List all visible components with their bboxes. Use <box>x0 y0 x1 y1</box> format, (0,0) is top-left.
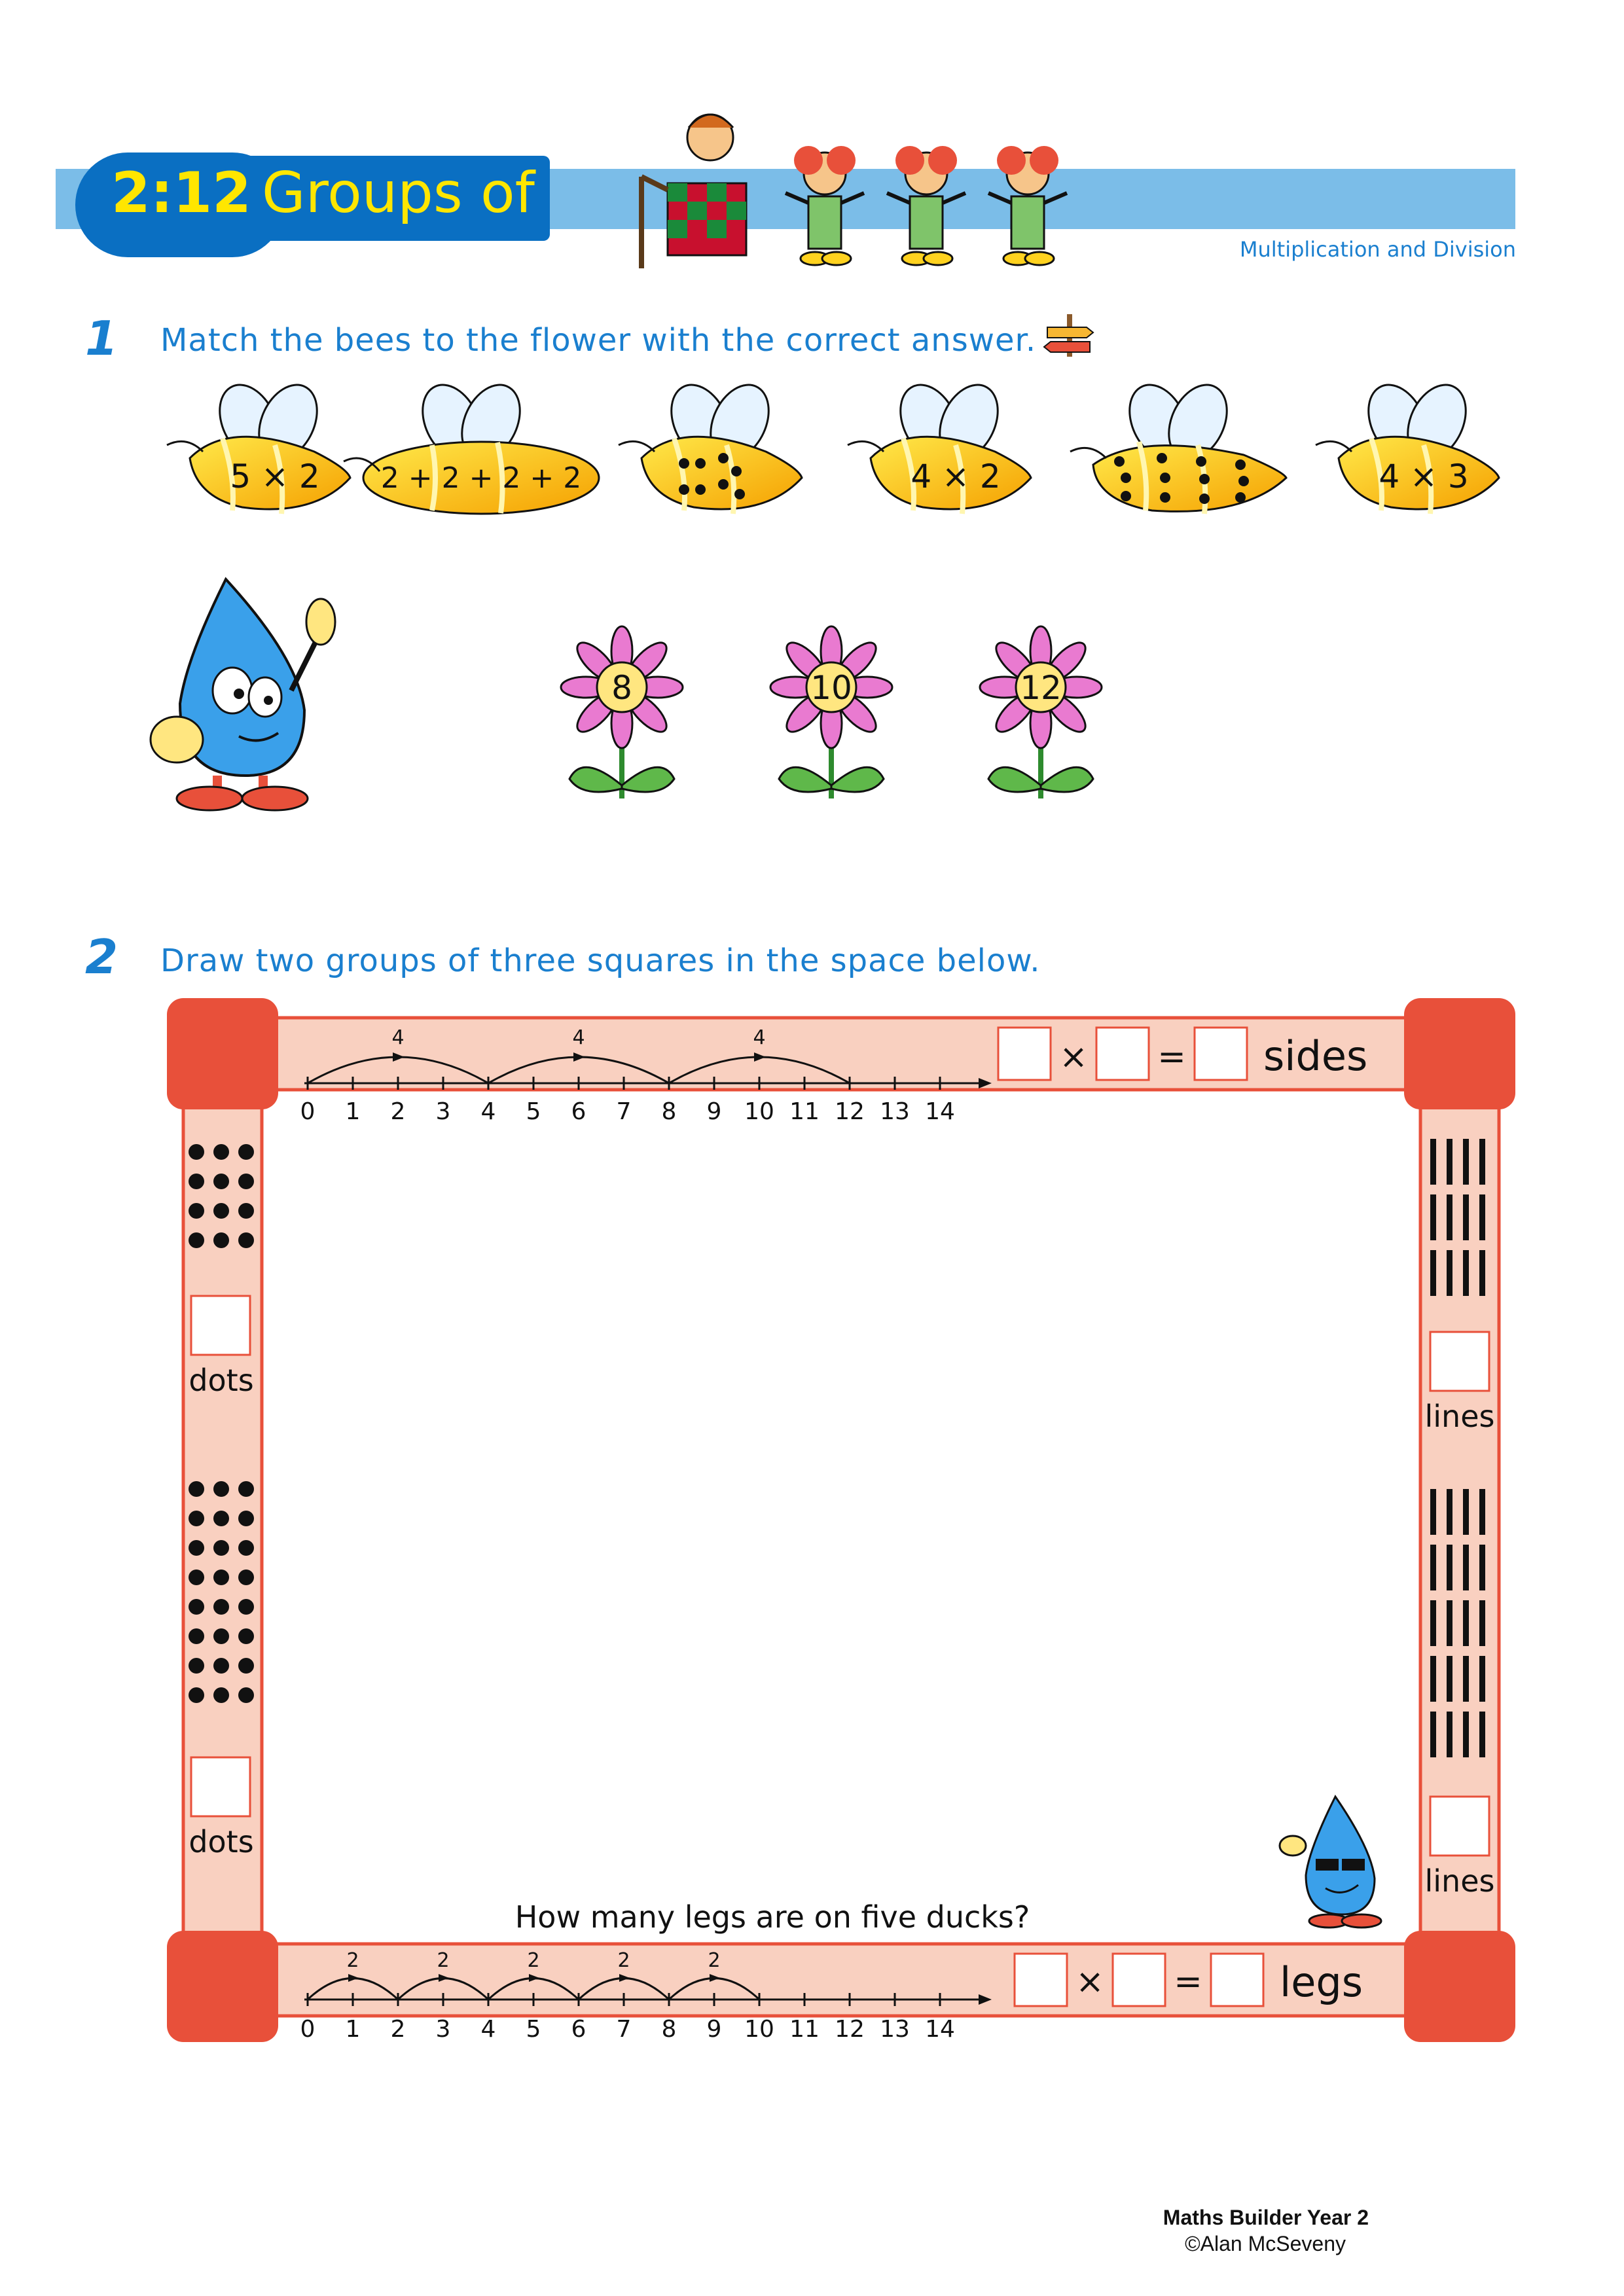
bottom-tick-9: 9 <box>706 2016 722 2043</box>
bee-5-dots[interactable] <box>1070 380 1286 514</box>
legs-question: How many legs are on five ducks? <box>514 1899 1030 1935</box>
lesson-title: Groups of <box>262 160 535 226</box>
bottom-tick-14: 14 <box>925 2016 955 2043</box>
bee-1-label: 5 × 2 <box>230 457 320 495</box>
flower-2[interactable] <box>770 626 892 798</box>
top-tick-8: 8 <box>661 1098 677 1125</box>
bottom-tick-8: 8 <box>661 2016 677 2043</box>
lines-label: lines <box>1424 1863 1495 1899</box>
bottom-tick-1: 1 <box>345 2016 361 2043</box>
footer-copyright: ©Alan McSeveny <box>1185 2232 1346 2255</box>
bottom-jump-label-1: 2 <box>346 1949 359 1972</box>
flowers-row <box>543 622 1119 812</box>
bottom-jump-label-4: 2 <box>617 1949 630 1972</box>
flower-1[interactable] <box>561 626 683 798</box>
grandma-knitting-icon <box>641 115 746 268</box>
question-1-number: 1 <box>85 311 118 366</box>
answer-box[interactable] <box>1113 1954 1165 2006</box>
water-drop-mascot-icon <box>147 560 363 815</box>
bottom-jump-label-5: 2 <box>708 1949 721 1972</box>
drawing-frame <box>164 995 1519 2049</box>
top-tick-0: 0 <box>300 1098 316 1125</box>
bee-1[interactable] <box>167 380 350 514</box>
bee-4-label: 4 × 2 <box>911 457 1001 495</box>
bottom-jump-label-3: 2 <box>527 1949 540 1972</box>
flower-2-number: 10 <box>810 669 852 707</box>
flower-1-number: 8 <box>611 669 632 707</box>
dots-label: dots <box>189 1363 254 1398</box>
bottom-tick-5: 5 <box>526 2016 541 2043</box>
flower-3[interactable] <box>980 626 1102 798</box>
bee-2-label: 2 + 2 + 2 + 2 <box>380 461 582 495</box>
bee-2[interactable] <box>344 380 599 514</box>
top-tick-5: 5 <box>526 1098 541 1125</box>
bottom-tick-0: 0 <box>300 2016 316 2043</box>
top-jump-label-3: 4 <box>753 1026 766 1049</box>
bottom-tick-3: 3 <box>435 2016 451 2043</box>
question-2-number: 2 <box>85 929 118 984</box>
answer-box[interactable] <box>1211 1954 1263 2006</box>
top-tick-7: 7 <box>616 1098 632 1125</box>
times-sign: × <box>1075 1962 1104 2001</box>
header-illustrations <box>628 98 1100 275</box>
answer-box[interactable] <box>1096 1028 1149 1080</box>
bee-6-label: 4 × 3 <box>1379 457 1469 495</box>
answer-box[interactable] <box>1015 1954 1067 2006</box>
top-tick-1: 1 <box>345 1098 361 1125</box>
clown-icon <box>887 146 965 265</box>
answer-box[interactable] <box>1430 1332 1489 1391</box>
bottom-tick-2: 2 <box>390 2016 406 2043</box>
bottom-tick-6: 6 <box>571 2016 586 2043</box>
top-tick-3: 3 <box>435 1098 451 1125</box>
times-sign: × <box>1059 1037 1088 1077</box>
bottom-tick-13: 13 <box>880 2016 910 2043</box>
answer-box[interactable] <box>191 1757 250 1816</box>
bee-6[interactable] <box>1316 380 1499 514</box>
bottom-tick-10: 10 <box>744 2016 774 2043</box>
water-drop-sunglasses-icon <box>1280 1797 1381 1928</box>
sides-label: sides <box>1263 1032 1368 1080</box>
clown-icon <box>988 146 1067 265</box>
top-tick-4: 4 <box>480 1098 496 1125</box>
footer-title: Maths Builder Year 2 <box>1163 2206 1369 2229</box>
answer-box[interactable] <box>191 1296 250 1355</box>
subject-label: Multiplication and Division <box>1239 237 1516 262</box>
bottom-tick-12: 12 <box>835 2016 865 2043</box>
top-tick-14: 14 <box>925 1098 955 1125</box>
lines-label: lines <box>1424 1399 1495 1434</box>
top-tick-11: 11 <box>789 1098 820 1125</box>
bee-3-dots[interactable] <box>619 380 802 514</box>
lesson-number: 2:12 <box>111 160 251 226</box>
signpost-icon <box>1041 308 1100 360</box>
answer-box[interactable] <box>998 1028 1051 1080</box>
top-tick-2: 2 <box>390 1098 406 1125</box>
clown-icon <box>785 146 864 265</box>
top-tick-12: 12 <box>835 1098 865 1125</box>
answer-box[interactable] <box>1195 1028 1247 1080</box>
top-tick-10: 10 <box>744 1098 774 1125</box>
flower-3-number: 12 <box>1020 669 1062 707</box>
bees-row <box>157 380 1519 537</box>
bottom-tick-7: 7 <box>616 2016 632 2043</box>
equals-sign: = <box>1157 1037 1186 1077</box>
bottom-jump-label-2: 2 <box>437 1949 450 1972</box>
top-tick-13: 13 <box>880 1098 910 1125</box>
top-tick-9: 9 <box>706 1098 722 1125</box>
top-tick-6: 6 <box>571 1098 586 1125</box>
dots-label: dots <box>189 1824 254 1859</box>
top-jump-label-1: 4 <box>391 1026 405 1049</box>
equals-sign: = <box>1174 1962 1202 2001</box>
answer-box[interactable] <box>1430 1797 1489 1856</box>
legs-label: legs <box>1280 1958 1363 2006</box>
question-2-instruction: Draw two groups of three squares in the space below. <box>160 942 1041 979</box>
top-jump-label-2: 4 <box>572 1026 585 1049</box>
bottom-tick-11: 11 <box>789 2016 820 2043</box>
question-1-instruction: Match the bees to the flower with the correct answer. <box>160 322 1037 359</box>
bottom-tick-4: 4 <box>480 2016 496 2043</box>
bee-4[interactable] <box>848 380 1031 514</box>
